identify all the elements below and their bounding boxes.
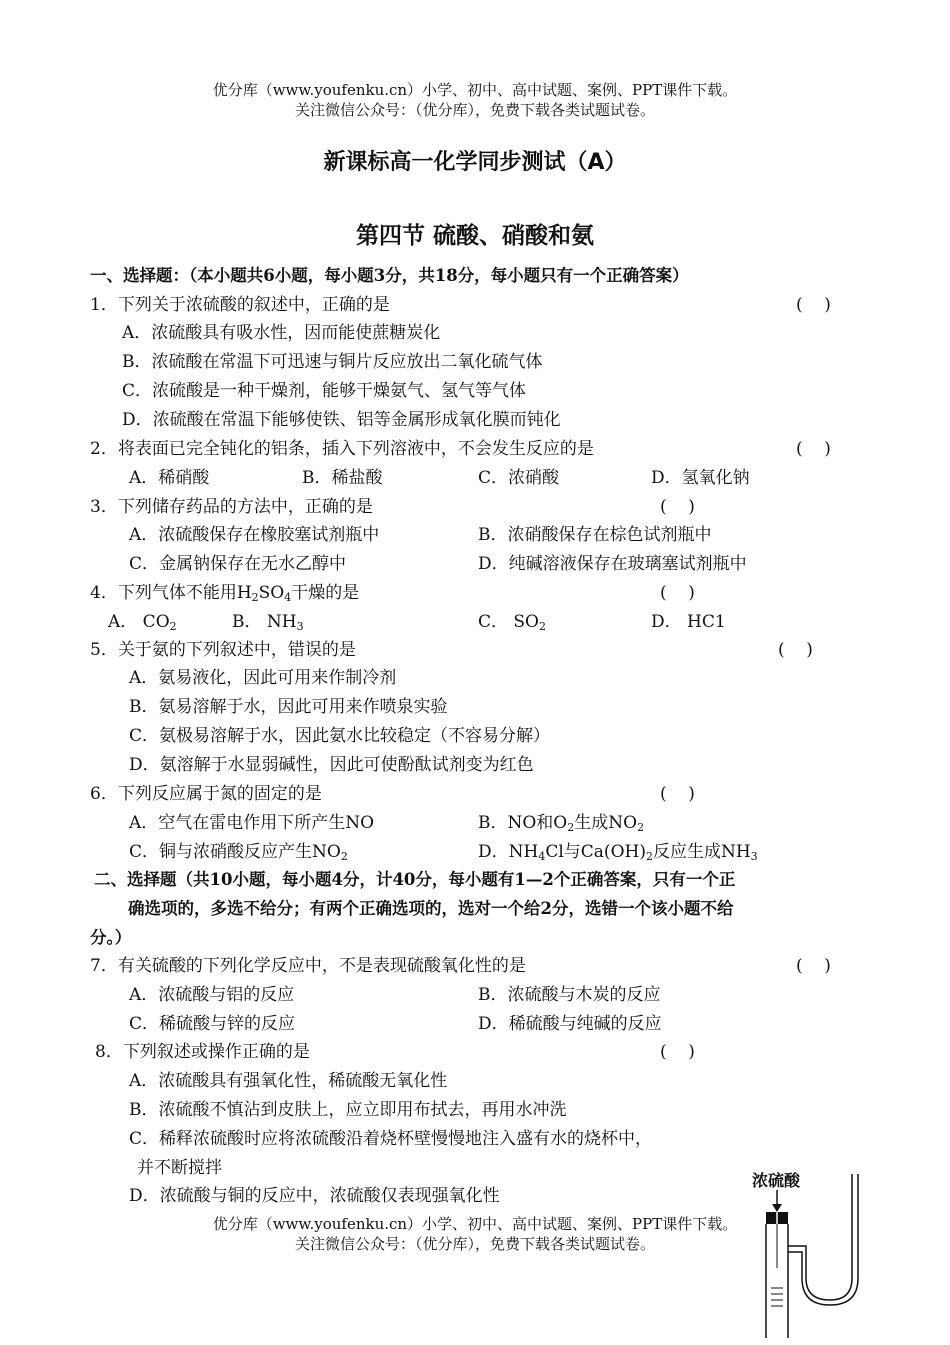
q2-answer-blank: ( ) — [796, 439, 831, 459]
q1-option-c: C．浓硫酸是一种干燥剂，能够干燥氨气、氢气等气体 — [122, 381, 527, 401]
q2-stem: 2．将表面已完全钝化的铝条，插入下列溶液中，不会发生反应的是 — [90, 439, 594, 459]
q1-stem: 1．下列关于浓硫酸的叙述中，正确的是 — [90, 295, 390, 315]
q2-option-b: B．稀盐酸 — [302, 468, 383, 488]
u-tube-outer — [788, 1174, 852, 1300]
q6-option-b: B．NO和$O_2$生成$NO_2$ — [478, 813, 645, 834]
q3-option-a: A．浓硫酸保存在橡胶塞试剂瓶中 — [129, 525, 380, 545]
q3-option-d: D．纯碱溶液保存在玻璃塞试剂瓶中 — [478, 554, 747, 574]
footer-line-1: 优分库（www.youfenku.cn）小学、初中、高中试题、案例、PPT课件下载。 — [212, 1215, 738, 1233]
header-line-2: 关注微信公众号：（优分库），免费下载各类试题试卷。 — [294, 101, 655, 119]
q7-answer-blank: ( ) — [796, 956, 831, 976]
q3-option-b: B．浓硝酸保存在棕色试剂瓶中 — [478, 525, 712, 545]
q3-stem: 3．下列储存药品的方法中，正确的是 — [90, 497, 373, 517]
q1-option-b: B．浓硫酸在常温下可迅速与铜片反应放出二氧化硫气体 — [122, 352, 543, 372]
arrow-head — [772, 1204, 782, 1212]
q7-option-b: B．浓硫酸与木炭的反应 — [478, 985, 661, 1005]
q1-option-a: A．浓硫酸具有吸水性，因而能使蔗糖炭化 — [122, 323, 441, 343]
q4-answer-blank: ( ) — [660, 583, 695, 603]
q8-option-b: B．浓硫酸不慎沾到皮肤上，应立即用布拭去，再用水冲洗 — [129, 1100, 567, 1120]
q7-stem: 7．有关硫酸的下列化学反应中，不是表现硫酸氧化性的是 — [90, 956, 526, 976]
section-2-heading-line-3: 分。） — [90, 928, 132, 947]
page-subtitle: 第四节 硫酸、硝酸和氨 — [355, 223, 594, 249]
q2-option-d: D．氢氧化钠 — [651, 468, 750, 488]
q4-option-d: D． HC1 — [651, 612, 726, 632]
page-title: 新课标高一化学同步测试（A） — [323, 150, 627, 175]
q8-answer-blank: ( ) — [660, 1042, 695, 1062]
q4-option-c: C． $SO_2$ — [478, 612, 546, 633]
q6-option-a: A．空气在雷电作用下所产生NO — [129, 813, 375, 833]
q8-stem: 8．下列叙述或操作正确的是 — [95, 1042, 310, 1062]
section-2-heading-line-1: 二、选择题（共10小题，每小题4分，计40分，每小题有1—2个正确答案，只有一个正 — [94, 870, 736, 889]
section-1-heading: 一、选择题：（本小题共6小题，每小题3分，共18分，每小题只有一个正确答案） — [90, 266, 689, 285]
q1-option-d: D．浓硫酸在常温下能够使铁、铝等金属形成氧化膜而钝化 — [122, 410, 561, 430]
u-tube-inner — [788, 1174, 858, 1305]
apparatus-figure — [746, 1168, 916, 1340]
q8-option-c: C．稀释浓硫酸时应将浓硫酸沿着烧杯壁慢慢地注入盛有水的烧杯中， — [129, 1129, 653, 1149]
q5-option-b: B．氨易溶解于水，因此可用来作喷泉实验 — [129, 697, 448, 717]
header-line-1: 优分库（www.youfenku.cn）小学、初中、高中试题、案例、PPT课件下载。 — [212, 81, 738, 99]
footer-line-2: 关注微信公众号：（优分库），免费下载各类试题试卷。 — [294, 1235, 655, 1253]
q4-option-a: A． $CO_2$ — [108, 612, 177, 633]
q5-option-d: D．氨溶解于水显弱碱性，因此可使酚酞试剂变为红色 — [129, 755, 534, 775]
q5-stem: 5．关于氨的下列叙述中，错误的是 — [90, 640, 356, 660]
q4-option-b: B． $NH_3$ — [232, 612, 304, 633]
q6-option-d: D．$NH_4Cl$与$Ca(OH)_2$反应生成$NH_3$ — [478, 842, 758, 863]
q7-option-a: A．浓硫酸与铝的反应 — [129, 985, 295, 1005]
q1-answer-blank: ( ) — [796, 295, 831, 315]
q7-option-c: C．稀硫酸与锌的反应 — [129, 1014, 296, 1034]
q7-option-d: D．稀硫酸与纯碱的反应 — [478, 1014, 662, 1034]
q6-option-c: C．铜与浓硝酸反应产生$NO_2$ — [129, 842, 348, 863]
q8-option-d: D．浓硫酸与铜的反应中，浓硫酸仅表现强氧化性 — [129, 1186, 500, 1206]
q6-answer-blank: ( ) — [660, 784, 695, 804]
figure-label: 浓硫酸 — [752, 1171, 801, 1190]
section-2-heading-line-2: 确选项的，多选不给分；有两个正确选项的，选对一个给2分，选错一个该小题不给 — [128, 899, 734, 918]
q8-option-a: A．浓硫酸具有强氧化性，稀硫酸无氧化性 — [129, 1071, 448, 1091]
q2-option-a: A．稀硝酸 — [129, 468, 210, 488]
q3-option-c: C．金属钠保存在无水乙醇中 — [129, 554, 347, 574]
liquid-in-tube — [771, 1288, 783, 1306]
q5-answer-blank: ( ) — [778, 640, 813, 660]
q5-option-a: A．氨易液化，因此可用来作制冷剂 — [129, 668, 397, 688]
q3-answer-blank: ( ) — [660, 497, 695, 517]
q8-option-c-continued: 并不断搅拌 — [137, 1158, 222, 1178]
q2-option-c: C．浓硝酸 — [478, 468, 560, 488]
q5-option-c: C．氨极易溶解于水，因此氨水比较稳定（不容易分解） — [129, 726, 551, 746]
q6-stem: 6．下列反应属于氮的固定的是 — [90, 784, 322, 804]
q4-stem: 4．下列气体不能用$H_2SO_4$干燥的是 — [90, 583, 360, 604]
u-tube-apparatus-diagram — [746, 1168, 916, 1340]
